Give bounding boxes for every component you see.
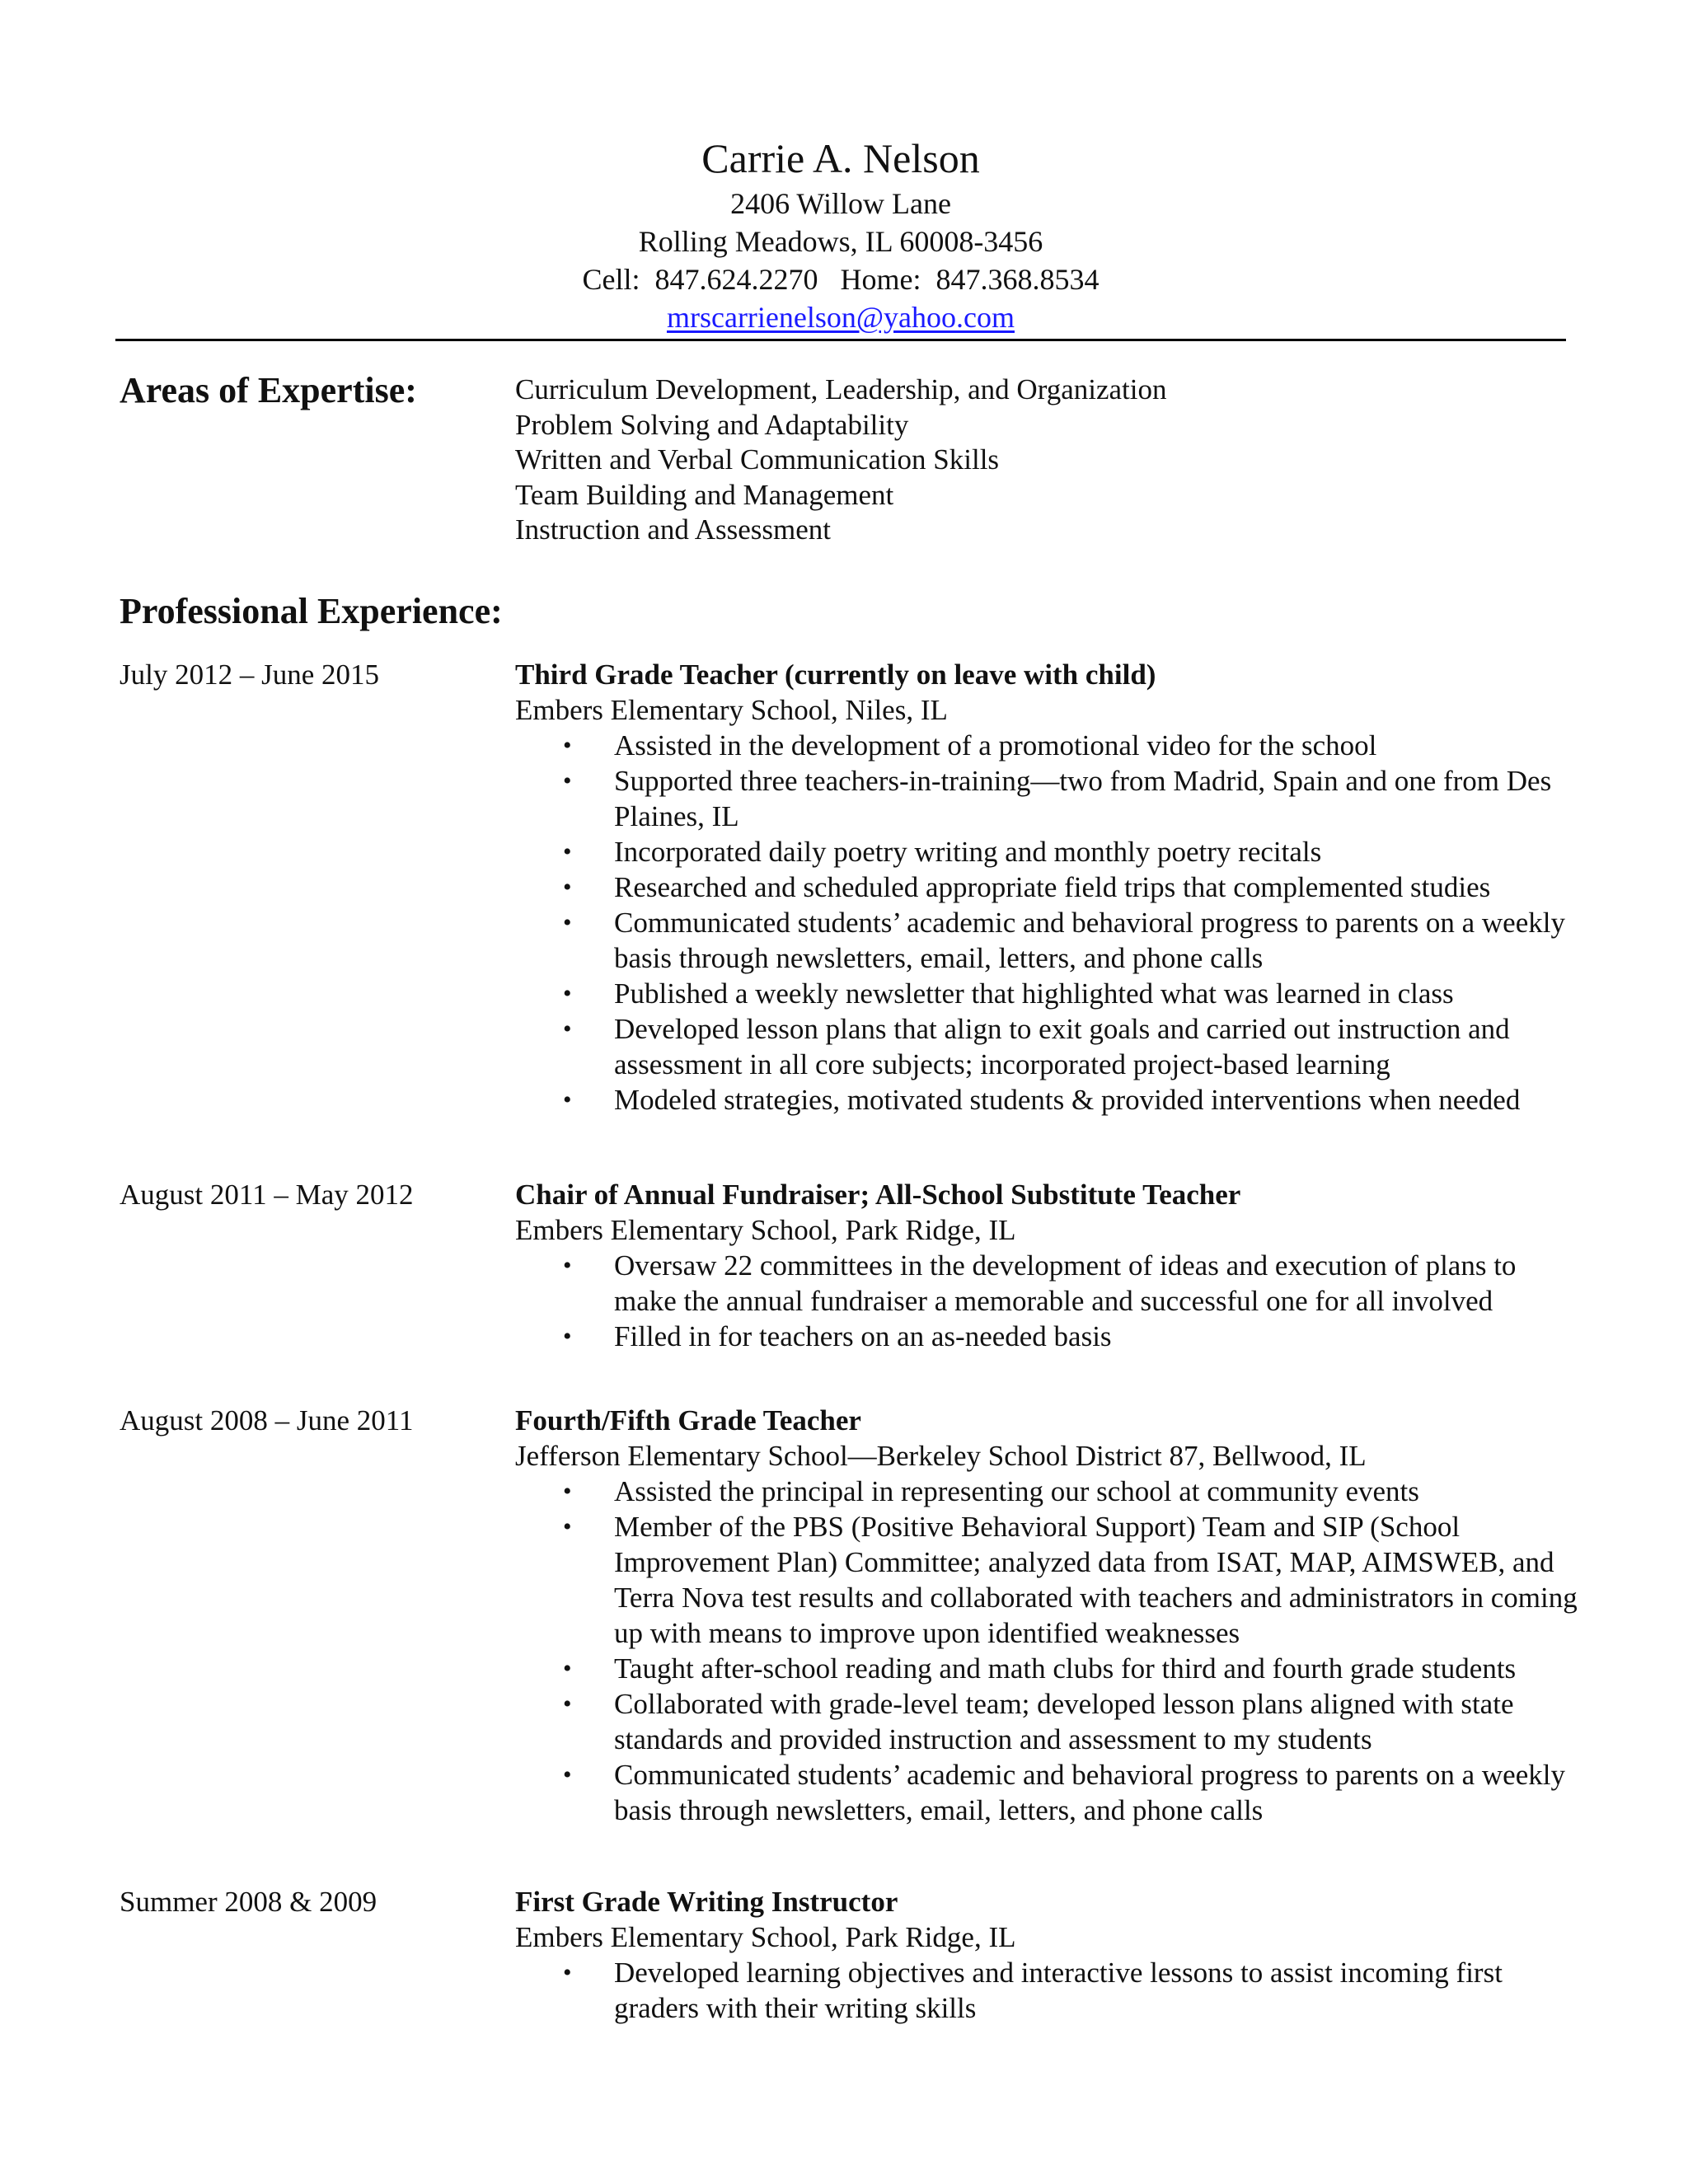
bullet-icon: • <box>563 980 572 1007</box>
list-item <box>515 728 1578 763</box>
header-divider <box>115 339 1566 341</box>
job-date: August 2008 – June 2011 <box>120 1404 414 1436</box>
list-item <box>515 1248 1578 1319</box>
list-item <box>515 1651 1578 1686</box>
bullet-icon: • <box>563 732 572 759</box>
bullet-text: Member of the PBS (Positive Behavioral Support) Team and SIP (School Improvement Plan) Committee; analyzed data from ISAT, MAP, AIMSWEB, and Terra Nova test results and collaborated with teachers and administrators in coming up with means to improve upon identified weaknesses <box>614 1511 1578 1649</box>
list-item <box>515 869 1578 905</box>
bullet-icon: • <box>563 1086 572 1113</box>
bullet-text: Developed lesson plans that align to exit goals and carried out instruction and assessment in all core subjects; incorporated project-based learning <box>614 1013 1510 1080</box>
list-item <box>515 1686 1578 1757</box>
job-title: Chair of Annual Fundraiser; All-School Substitute Teacher <box>515 1179 1241 1211</box>
list-item <box>515 1474 1578 1509</box>
expertise-heading: Areas of Expertise: <box>120 370 417 410</box>
job-date: August 2011 – May 2012 <box>120 1179 414 1211</box>
expertise-item: Curriculum Development, Leadership, and Organization <box>515 373 1167 405</box>
job-title: First Grade Writing Instructor <box>515 1886 898 1918</box>
bullet-icon: • <box>563 1513 572 1540</box>
list-item <box>515 1011 1578 1082</box>
city-state-zip: Rolling Meadows, IL 60008-3456 <box>638 225 1043 258</box>
list-item <box>515 976 1578 1011</box>
bullet-text: Communicated students’ academic and behavioral progress to parents on a weekly basis through newsletters, email, letters, and phone calls <box>614 907 1565 974</box>
expertise-item: Problem Solving and Adaptability <box>515 408 909 441</box>
email-link[interactable]: mrscarrienelson@yahoo.com <box>666 301 1015 334</box>
job-bullets <box>515 1955 1578 2026</box>
bullet-icon: • <box>563 1959 572 1986</box>
job-bullets <box>515 1474 1578 1828</box>
contact-header <box>115 132 1566 336</box>
bullet-text: Collaborated with grade-level team; developed lesson plans aligned with state standards and provided instruction and assessment to my students <box>614 1688 1514 1755</box>
job-organization: Jefferson Elementary School—Berkeley School District 87, Bellwood, IL <box>515 1440 1367 1472</box>
bullet-text: Assisted in the development of a promotional video for the school <box>614 729 1377 762</box>
street-address: 2406 Willow Lane <box>730 187 951 220</box>
job-date: July 2012 – June 2015 <box>120 658 379 691</box>
list-item <box>515 1082 1578 1118</box>
job-title: Fourth/Fifth Grade Teacher <box>515 1404 861 1436</box>
expertise-item: Instruction and Assessment <box>515 513 832 546</box>
email-line <box>115 298 1566 336</box>
bullet-icon: • <box>563 1323 572 1350</box>
bullet-icon: • <box>563 1761 572 1788</box>
candidate-name: Carrie A. Nelson <box>701 135 980 181</box>
bullet-text: Assisted the principal in representing our school at community events <box>614 1475 1419 1507</box>
job-title: Third Grade Teacher (currently on leave with child) <box>515 658 1156 691</box>
job-details <box>515 657 1578 1118</box>
bullet-icon: • <box>563 1252 572 1279</box>
expertise-list <box>515 373 1167 548</box>
bullet-text: Modeled strategies, motivated students & provided interventions when needed <box>614 1084 1521 1116</box>
bullet-icon: • <box>563 1655 572 1682</box>
job-organization: Embers Elementary School, Park Ridge, IL <box>515 1214 1016 1246</box>
expertise-item: Written and Verbal Communication Skills <box>515 443 1000 476</box>
bullet-text: Researched and scheduled appropriate field trips that complemented studies <box>614 871 1491 903</box>
bullet-icon: • <box>563 1478 572 1505</box>
bullet-text: Developed learning objectives and interactive lessons to assist incoming first graders with their writing skills <box>614 1957 1503 2024</box>
bullet-text: Communicated students’ academic and behavioral progress to parents on a weekly basis through newsletters, email, letters, and phone calls <box>614 1759 1565 1826</box>
job-bullets <box>515 1248 1578 1354</box>
bullet-icon: • <box>563 909 572 936</box>
phone-numbers: Cell: 847.624.2270 Home: 847.368.8534 <box>582 263 1100 296</box>
expertise-item: Team Building and Management <box>515 478 894 511</box>
bullet-icon: • <box>563 1690 572 1718</box>
bullet-text: Oversaw 22 committees in the development of ideas and execution of plans to make the annual fundraiser a memorable and successful one for all involved <box>614 1249 1517 1317</box>
list-item <box>515 763 1578 834</box>
list-item <box>515 834 1578 869</box>
bullet-text: Taught after-school reading and math clubs for third and fourth grade students <box>614 1652 1517 1685</box>
list-item <box>515 905 1578 976</box>
job-organization: Embers Elementary School, Park Ridge, IL <box>515 1921 1016 1953</box>
bullet-icon: • <box>563 838 572 865</box>
job-organization: Embers Elementary School, Niles, IL <box>515 694 948 726</box>
bullet-icon: • <box>563 874 572 901</box>
experience-heading: Professional Experience: <box>120 591 503 631</box>
job-details <box>515 1403 1578 1828</box>
job-details <box>515 1884 1578 2026</box>
bullet-icon: • <box>563 767 572 794</box>
list-item <box>515 1757 1578 1828</box>
bullet-text: Published a weekly newsletter that highlighted what was learned in class <box>614 977 1454 1010</box>
list-item <box>515 1955 1578 2026</box>
bullet-text: Filled in for teachers on an as-needed basis <box>614 1320 1112 1352</box>
job-date: Summer 2008 & 2009 <box>120 1886 377 1918</box>
job-bullets <box>515 728 1578 1118</box>
list-item <box>515 1509 1578 1651</box>
list-item <box>515 1319 1578 1354</box>
bullet-text: Supported three teachers-in-training—two from Madrid, Spain and one from Des Plaines, IL <box>614 765 1552 832</box>
bullet-text: Incorporated daily poetry writing and monthly poetry recitals <box>614 836 1322 868</box>
job-details <box>515 1177 1578 1354</box>
bullet-icon: • <box>563 1015 572 1043</box>
